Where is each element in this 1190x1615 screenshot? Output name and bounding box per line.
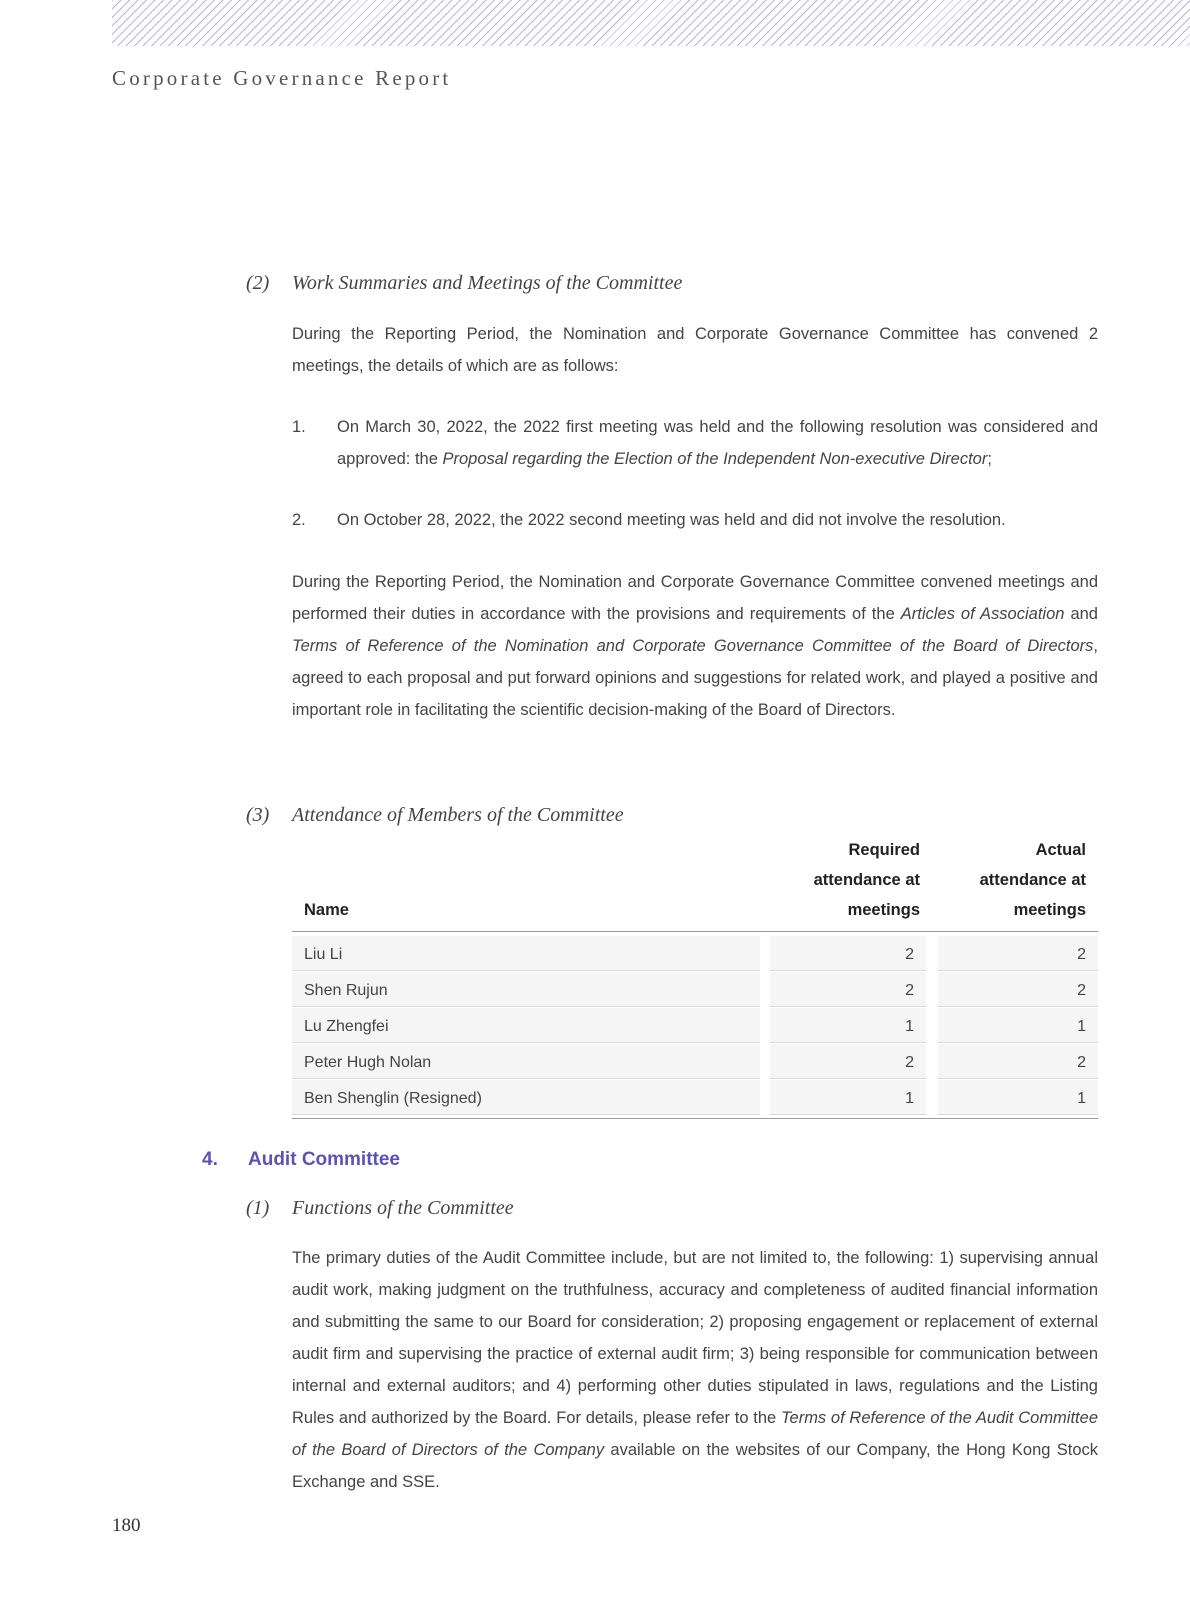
meeting-item-2 — [292, 504, 1098, 536]
header-actual: Actual attendance at meetings — [979, 841, 1086, 919]
meeting-item-1-number: 1. — [292, 418, 306, 436]
running-title: Corporate Governance Report — [112, 66, 452, 90]
meeting-item-1-text: On March 30, 2022, the 2022 first meeting was held and the following resolution was considered and approved: the Proposal regarding the Election of the Independent Non-executive Director; — [337, 418, 1098, 468]
attendance-table — [292, 836, 1098, 1119]
audit-terms-title: Terms of Reference of the Audit Committee of the Board of Directors of the Company — [292, 1409, 1098, 1459]
cell-name: Lu Zhengfei — [292, 1008, 760, 1043]
audit-functions-text: The primary duties of the Audit Committee include, but are not limited to, the following: 1) supervising annual audit work, making judgment on the truthfulness, accuracy and completeness of audited financial information and submitting the same to our Board for consideration; 2) proposing engagement or replacement of external audit firm and supervising the practice of external audit firm; 3) being responsible for communication between internal and external auditors; and 4) performing other duties stipulated in laws, regulations and the Listing Rules and authorized by the Board. For details, please refer to the Terms of Reference of the Audit Committee of the Board of Directors of the Company available on the websites of our Company, the Hong Kong Stock Exchange and SSE. — [292, 1249, 1099, 1491]
audit-functions-number: (1) — [246, 1197, 270, 1219]
audit-functions-heading — [246, 1197, 514, 1220]
meeting-item-2-text: On October 28, 2022, the 2022 second meeting was held and did not involve the resolution. — [337, 511, 1006, 529]
section-2-heading — [246, 272, 682, 295]
header-hatch-band — [112, 0, 1190, 46]
audit-committee-heading — [202, 1149, 400, 1171]
table-bottom-rule — [292, 1118, 1098, 1119]
header-name: Name — [304, 901, 349, 919]
audit-functions-title: Functions of the Committee — [292, 1197, 514, 1219]
audit-committee-title: Audit Committee — [248, 1149, 400, 1170]
table-header — [292, 836, 1098, 932]
cell-name: Liu Li — [292, 936, 760, 971]
meeting-item-2-number: 2. — [292, 511, 306, 529]
section-3-heading — [246, 804, 624, 827]
section-3-number: (3) — [246, 804, 270, 826]
cell-name: Peter Hugh Nolan — [292, 1044, 760, 1079]
table-row — [292, 972, 1098, 1008]
cell-required: 1 — [770, 1080, 926, 1115]
cell-name: Ben Shenglin (Resigned) — [292, 1080, 760, 1115]
cell-required: 2 — [770, 936, 926, 971]
page-number: 180 — [112, 1515, 141, 1536]
table-row — [292, 1044, 1098, 1080]
audit-committee-number: 4. — [202, 1149, 218, 1170]
header-required: Required attendance at meetings — [813, 841, 920, 919]
cell-actual: 2 — [938, 972, 1098, 1007]
section-2-number: (2) — [246, 272, 270, 294]
cell-actual: 2 — [938, 1044, 1098, 1079]
table-row — [292, 1008, 1098, 1044]
table-row — [292, 1080, 1098, 1116]
section-3-title: Attendance of Members of the Committee — [292, 804, 624, 826]
cell-required: 2 — [770, 1044, 926, 1079]
meeting-item-1 — [292, 411, 1098, 475]
cell-required: 1 — [770, 1008, 926, 1043]
cell-name: Shen Rujun — [292, 972, 760, 1007]
cell-required: 2 — [770, 972, 926, 1007]
terms-of-reference-title: Terms of Reference of the Nomination and Corporate Governance Committee of the Board of Directors — [292, 637, 1094, 655]
cell-actual: 1 — [938, 1008, 1098, 1043]
section-2-title: Work Summaries and Meetings of the Committee — [292, 272, 683, 294]
table-row — [292, 936, 1098, 972]
articles-title: Articles of Association — [900, 605, 1065, 623]
cell-actual: 1 — [938, 1080, 1098, 1115]
section-2-closing: During the Reporting Period, the Nomination and Corporate Governance Committee convened meetings and performed their duties in accordance with the provisions and requirements of the Articles of Association and Terms of Reference of the Nomination and Corporate Governance Committee of the Board of Directors, agreed to each proposal and put forward opinions and suggestions for related work, and played a positive and important role in facilitating the scientific decision-making of the Board of Directors. — [292, 573, 1098, 719]
proposal-title: Proposal regarding the Election of the Independent Non-executive Director — [442, 450, 988, 468]
cell-actual: 2 — [938, 936, 1098, 971]
section-2-intro: During the Reporting Period, the Nomination and Corporate Governance Committee has convened 2 meetings, the details of which are as follows: — [292, 325, 1098, 375]
